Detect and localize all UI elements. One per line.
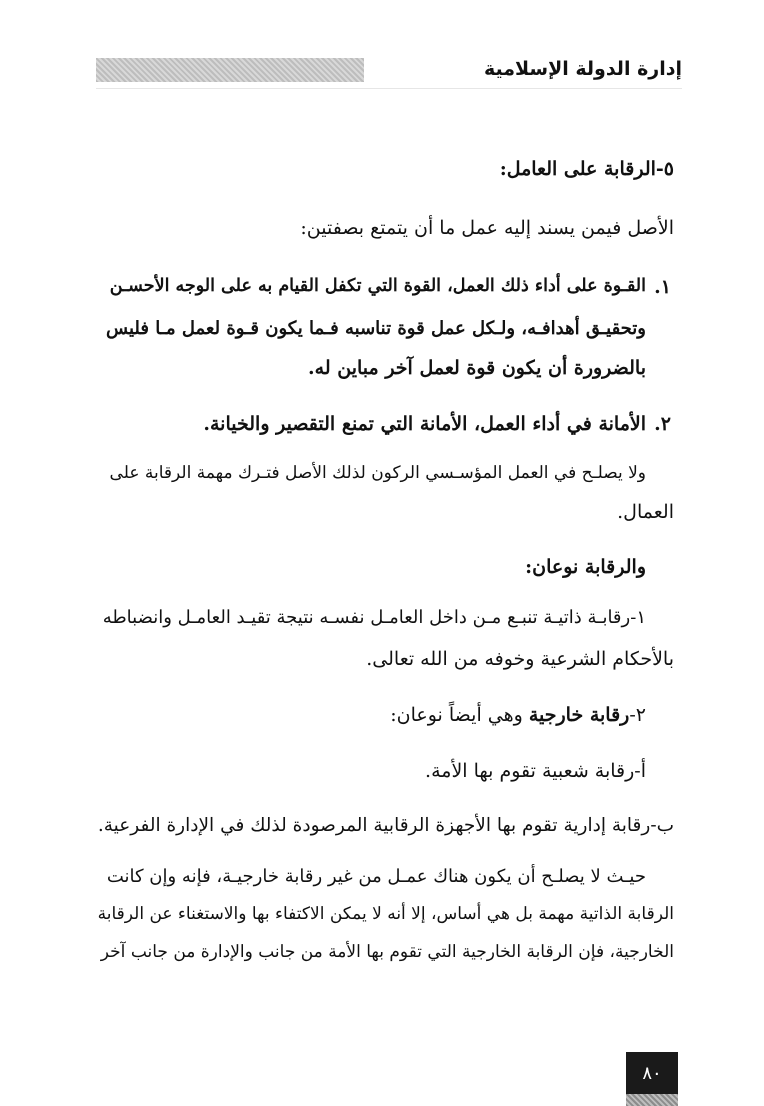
item1-line3: بالضرورة أن يكون قوة لعمل آخر مباين له. <box>308 357 646 379</box>
para2-line1: حيـث لا يصلـح أن يكون هناك عمـل من غير رقابة خارجيـة، فإنه وإن كانت <box>106 866 646 887</box>
type2-bold: رقابة خارجية <box>528 704 630 726</box>
type1-line1: ١-رقابـة ذاتيـة تنبـع مـن داخل العامـل نفسـه نتيجة تقيـد العامـل وانضباطه <box>102 607 646 628</box>
types-heading: والرقابة نوعان: <box>525 556 646 578</box>
item1-number: ١. <box>654 276 671 298</box>
para1-line1: ولا يصلـح في العمل المؤسـسي الركون لذلك الأصل فتـرك مهمة الرقابة على <box>109 463 646 483</box>
type2b-line: ب-رقابة إدارية تقوم بها الأجهزة الرقابية المرصودة لذلك في الإدارة الفرعية. <box>97 815 674 836</box>
para1-line2: العمال. <box>617 501 674 523</box>
para2-line3: الخارجية، فإن الرقابة الخارجية التي تقوم بها الأمة من جانب والإدارة من جانب آخر <box>100 942 674 962</box>
item2-line1: الأمانة في أداء العمل، الأمانة التي تمنع التقصير والخيانة. <box>203 413 646 435</box>
item1-line2: وتحقيـق أهدافـه، ولـكل عمل قوة تناسبه فـما يكون قـوة لعمل مـا فليس <box>106 318 646 339</box>
type2-line <box>390 704 646 726</box>
section-heading: ٥-الرقابة على العامل: <box>499 158 674 180</box>
type1-line2: بالأحكام الشرعية وخوفه من الله تعالى. <box>366 648 674 670</box>
item1-line1: القـوة على أداء ذلك العمل، القوة التي تكفل القيام به على الوجه الأحسـن <box>109 276 646 296</box>
page-number: ٨٠ <box>626 1052 678 1094</box>
running-header-title: إدارة الدولة الإسلامية <box>483 58 682 80</box>
item2-number: ٢. <box>654 413 671 435</box>
page-number-decoration <box>626 1094 678 1106</box>
type2-rest: وهي أيضاً نوعان: <box>390 704 529 726</box>
header-rule <box>96 88 682 89</box>
intro-text: الأصل فيمن يسند إليه عمل ما أن يتمتع بصفتين: <box>300 217 674 239</box>
para2-line2: الرقابة الذاتية مهمة بل هي أساس، إلا أنه لا يمكن الاكتفاء بها والاستغناء عن الرقابة <box>97 904 674 924</box>
header-decorative-bar <box>96 58 364 82</box>
type2-prefix: ٢- <box>629 704 646 726</box>
type2a-line: أ-رقابة شعبية تقوم بها الأمة. <box>425 760 646 782</box>
